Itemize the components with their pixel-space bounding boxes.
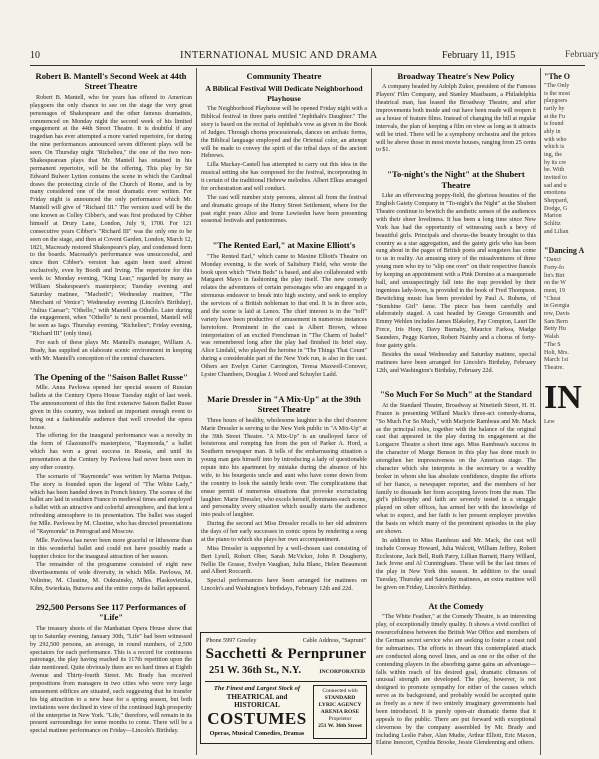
ad-address: 251 W. 36th St., N.Y. [209,665,302,676]
article-paragraph: Robert B. Mantell, who for years has offered to American playgoers the only chance to see on the stage the very great personages of Shakespeare and the other famous dramatists, commenced on Monday night the second week of his limited engagement at the 44th Street Theatre. It is doubtful if any tragedian has ever attempted a more varied repertoire, for during the nine performances announced seven different plays will be seen. On Thursday night "Richelieu," the one of the two non-Shakespearean plays that Mr. Mantell has retained in his permanent repertoire, will be the offering. This play by Sir Edward Bulwer Lytton contains the scene in which the Cardinal draws the protecting circle of the Church of Rome, and is by many considered one of the most dramatic ever written. For Friday night is announced the only performance which Mr. Mantell will give of "Richard III." The version used will be the one known as Colley Cibber's, and was first produced by Cibber himself at Drury Lane, London, July 9, 1700. For 121 consecutive years Cibber's "Richard III" was the only one to be seen on the stage, and then at Covent Garden, London, March 12, 1821, Macready restored Shakespeare's play, and condensed form to the boards. Macready's performance was unsuccessful, and since then Cibber's version has again been used almost exclusively, even by Booth and Irving. The repertoire for this week is: Monday evening, "King Lear," regarded by many as William Shakespeare's masterpiece; Tuesday evening and Saturday matinee, "Macbeth"; Wednesday matinee, "The Merchant of Venice"; Wednesday evening (Lincoln's Birthday), "Julius Caesar"; "Othello," with Mantell as Othello. Later during the engagement, when "Othello" is next presented, Mantell will be seen as Iago. Thursday evening, "Richelieu"; Friday evening, "Richard III" (only time). [30,94,192,338]
masthead-rule [30,65,585,66]
edge-text-line: by its cre [544,159,566,166]
edge-text-line: which is [544,144,565,151]
edge-text-line: invited to [544,175,567,182]
publication-title: INTERNATIONAL MUSIC AND DRAMA [180,50,378,61]
article-headline: "To-night's the Night" at the Shubert Theatre [387,169,525,190]
article-paragraph: The remainder of the programme consisted of eight new divertissements of wide diversity, in which Mlle. Pavlowa, M. Volinine, M. Clustine, M. Oukrainsky, Mlles. Plaskovietzka, Kihn, Swierkaia, Butsova and the entire corps de ballet appeared. [30,562,192,593]
edge-text-line: at the Fu [544,113,565,120]
ad-agency-box [313,685,367,739]
article-paragraph: Three hours of healthy, wholesome laughter is the chef d'oeuvre Marie Dressler is serving to the New York public in "A Mix-Up" at the 39th Street Theatre. "A Mix-Up" is an unalloyed farce of boisterous and romping fun from the pen of Parker A. Hord, a Southern newspaper man. It tells of the embarrassing situation a young man gets himself into by introducing a lady of questionable repute into his apartment by mistake during the absence of his wife, to his bourgeois uncle and aunt who have come down from the country to look the saintly bride over. The complications that ensue permit of numerous situations that provoke excruciating laughter. Marie Dressler, who excels herself, dominates each scene, and personality every situation which usually starts the audience into peals of laughter. [201,417,367,519]
column-divider [196,68,197,755]
article-headline: Marie Dressler in "A Mix-Up" at the 39th Street Theatre [207,393,361,415]
article-life [30,602,192,736]
edge-text-line: Sam Bern [544,318,568,325]
edge-text-block [544,83,585,236]
edge-text-line: "The Only [544,83,570,89]
ad-costumes-word: COSTUMES [207,709,307,728]
edge-text-line: Sheppard, [544,198,569,205]
ad-line: The Finest and Largest Stock of [213,685,301,692]
article-headline: "The Rented Earl," at Maxine Elliott's [212,240,356,251]
edge-text-line: and Lilian [544,228,569,235]
edge-text-line: Marion [544,213,562,220]
article-subheadline: A Biblical Festival Will Dedicate Neighborhood Playhouse [205,84,363,103]
article-paragraph: Mlle. Anna Pavlowa opened her special season of Russian ballets at the Century Opera House Tuesday night of last week. The announcement of this the first extensive Saison Ballet Russe given in this country, was indeed an important enough event to bring out a fashionable audience that well crowded the opera house. [30,385,192,431]
ad-company-name: Sacchetti & Pernpruner [205,646,367,662]
ad-incorporated: INCORPORATED [319,669,365,675]
edge-text-line: Betty Hu [544,326,566,333]
ad-box-line: Proprietor [328,715,352,722]
edge-text-line: "The S [544,341,561,348]
article-paragraph: In addition to Miss Rambeau and Mr. Mack, the cast will include Conway Howard, Julia Walcott, William Jeffrey, Robert Ecclestone, Jack Bell, Ruth Parry, Lillian Barnett, Harry Willard, Jack Jevne and Al Cunningham. These will be the last times of the play in New York this season. In addition to the usual Tuesday, Thursday and Saturday matinees, an extra matinee will be given on Friday, Lincoln's Birthday. [376,537,536,592]
article-ballet-russe [30,372,192,594]
ad-box-line: ARENIA ROSE [320,708,360,715]
column-4-facing-edge [544,70,585,757]
edge-text-line: lin's Birt [544,272,565,279]
article-paragraph: Besides the usual Wednesday and Saturday matinee, special matinees have been arranged for Lincoln's Birthday, February 12th, and Washington's Birthday, February 22d. [376,351,536,374]
ad-phone: Phone 5997 Greeley [206,637,257,644]
column-2 [201,70,367,629]
article-headline: Robert B. Mantell's Second Week at 44th Street Theatre [35,71,187,92]
article-paragraph: Lilla Mackay-Cantell has attempted to carry out this idea in the musical setting she has composed for the festival, incorporating in it certain of the traditional Hebrew melodies. Albert Elkus arranged for orchestration and will conduct. [201,162,367,192]
edge-text-line: Theatre. [544,364,564,371]
ad-line: THEATRICAL and HISTORICAL [226,693,288,709]
article-headline: "So Much For So Much" at the Standard [380,389,532,400]
ad-stock-text [205,685,309,737]
edge-headline: "The O [544,72,570,81]
article-paragraph: Like an effervescing poppy-field, the glorious beauties of the English Gaiety Company in "To-night's the Night" at the Shubert Theatre continue to bewitch the aesthetic senses of the audiences with their sheer loveliness. It has been a long time since New York has had the opportunity of witnessing such a bevy of beautiful girls. Principals and chorus-the beauty brought to this country as a star aggregation, and the gaiety girls who has been sung about in the pages of British poets and songsters has come to us in reality. An amusing story of the misadventures of three young men who try to "slip one over" on their respective fiancés by keeping an appointment with a Pink Domino at a masquerade ball, and unsuspectingly fall into the trap provided by their ingenious lady-loves, is provided in the book of Fred Thompson. Bewitching music has been provided by Paul A. Rubens, of "Sunshine Girl" fame. The piece has been carefully and elaborately staged. A cast headed by George Grossmith and Emmy Wehlen includes James Blakeley, Fay Compton, Lauri De Frece, Iris Hoey, Davy Burnaby, Maurice Farkoa, Madge Saunders, Peggy Kurton, Robert Nainby and a chorus of forty-four gaiety girls. [376,193,536,349]
article-headline: 292,500 Persons See 117 Performances of "Life" [35,601,187,623]
edge-text-line: Schlitz [544,221,561,228]
edge-text-line: ment, 19 [544,288,565,295]
edge-text-line: is found [544,121,564,128]
column-3 [376,70,536,757]
issue-date: February 11, 1915 [442,50,516,61]
page-number: 10 [30,50,40,61]
edge-text-line: playgoers [544,98,568,105]
edge-text-line: sad and u [544,182,567,189]
article-paragraph: The Neighborhood Playhouse will be opened Friday night with a Biblical festival in three parts entitled "Jephthah's Daughter." The story is based on the recital of Jephthah's vow as given in the Book of Judges. Through chorus processionals, dances on archaic forms, the Biblical language employed and the Oriental color, an attempt will be made to convey the spirit of the tribal days of the ancient Hebrews. [201,106,367,160]
edge-text-line: March 1st [544,357,569,364]
edge-text-line: in Georgia [544,303,570,310]
column-divider [540,68,541,755]
edge-text-line: be. With [544,167,565,174]
edge-text-line: rarily by [544,106,565,113]
article-paragraph: Mlle. Pavlowa has never been more graceful or lithesome than in this wonderful ballet and could not have possibly made a happier choice for the inaugural attraction of her season. [30,537,192,560]
article-mix-up [201,394,367,594]
edge-text-line: ably in [544,129,561,136]
article-paragraph: A company headed by Adolph Zukor, president of the Famous Players' Film Company, and Stanley Mastbaum, a Philadelphia theatrical man, has leased the Broadway Theatre, and after improvements both inside and out have been made will reopen it as a house of feature films. Instead of changing the bill at regular intervals, the plan of keeping a film on view as long as it attracts will be tried. There will be a symphony orchestra and the prices will be above those in most movie houses, ranging from 25 cents to $1. [376,84,536,154]
article-paragraph: The offering for the inaugural performance was a novelty in the form of Glazounoff's masterpiece, "Raymonda," a ballet which has won a great success in Russia, and until its presentation at the Century by Pavlowa had never been seen in any other country. [30,433,192,471]
column-1 [30,70,192,757]
article-paragraph: The treasury sheets of the Manhattan Opera House show that up to Saturday evening, January 30th, "Life" had been witnessed by 292,500 persons, an average, in round numbers, of 2,500 spectators for each performance. This is a record for continuous patronage, the play having reached its 117th repetition upon the date mentioned. Quite obviously there are no hard times at Eighth Avenue and Thirty-fourth Street. Mr. Brady has received propositions from managers in two cities who were very large amusement edifices are situated, each suggesting that he transfer his big attraction to a new base for a spring season, but both invitations were declined in view of the continued high prosperity of the enterprise in New York. "Life," therefore, will remain in its present surroundings for some months to come. There will be a special matinee performance on Friday—Lincoln's Birthday. [30,625,192,735]
article-paragraph: During the second act Miss Dressler recalls to her old admirers the days of her early successes in comic opera by rendering a song at the piano to which she plays her own accompaniment. [201,521,367,543]
article-headline: Broadway Theatre's New Policy [397,71,515,81]
facing-page-date: February [565,50,599,60]
ad-line: Operas, Musical Comedies, Dramas [209,730,305,737]
article-so-much [376,389,536,592]
article-headline: The Opening of the "Saison Ballet Russe" [34,371,188,382]
edge-headline: "Dancing A [544,246,585,256]
article-mantell [30,71,192,364]
edge-text-line: Walsh [544,334,559,341]
article-community-theatre [201,71,367,226]
article-paragraph: "The Rented Earl," which came to Maxine Elliott's Theatre on Monday evening, is the work of Salisbury Field, who wrote the book upon which "Twin Beds" is based, and also collaborated with Margaret Mayo in fashioning the play itself. The new comedy relates the adventures of certain personages who are engaged in a strenuous endeavor to break into high society, and seek to employ the services of a British nobleman to that end. It is in three acts, and the scene is laid at Lenox. The chief interest is in the "toff" variety have been productive of amusement in numerous instances heretofore. Prominent in the cast is Albert Brown, whose interpretation of an excited Frenchman in "The Charm of Isabel" was remembered long after the play had finished its brief stay. Alice Lindahl, who played the heroine in "The Things That Count" during a considerable part of the New York run, is also in the cast. Others are Evelyn Carter Carrington, Teresa Maxwell-Conover, Lyster Chambers, Douglas J. Wood and Schuyler Ladd. [201,253,367,378]
edge-text-block [544,419,585,427]
edge-text-line: Holt, Mrs. [544,349,569,356]
costume-advertisement [200,632,372,744]
article-paragraph: Miss Dressler is supported by a well-chosen cast consisting of Bert Lytell, Robert Ober, Sarah McVicker, John P. Dougherty, Nellie De Grasse, Evelyn Vaughan, Julia Blanc, Helen Beaumont and Albert Roccardi. [201,545,367,576]
ad-box-line: 251 W. 36th Street [318,722,362,729]
edge-text-line: emotions [544,190,566,197]
ad-box-line: Connected with [322,688,358,694]
ad-divider [205,681,367,682]
edge-text-block [544,257,585,372]
article-paragraph: "The White Feather," at the Comedy Theatre, is an interesting play, of exceptionally timely quality. It shows a vivid conflict of resourcefulness between the British War Office and members of the German secret service who are seeking to foster a coast raid for submarines. The efforts to thwart this contemplated attack are conducted along novel lines, and as one or the other of the contending players in the absorbing game gains an advantage—falls within reach of his desired goal, dramatic climaxes of unusual strength are developed. The play, however, is not designed to promote sympathy for either of the causes which serve as its background, and probably would be accepted quite as freely as a new if two entirely imaginary governments had been introduced. It is purely open-air dramatic theme that it appeals to the public. There are put forward with exceptional cleverness by the company assembled by Mr. Brady and including Leslie Faber, Alan Mudie, Arthur Elliott, Eric Maxon, Elaine Inescort, Cynthia Brooke, Jessie Glendenning and others. [376,614,536,747]
article-at-the-comedy [376,601,536,748]
masthead [30,50,599,64]
article-rented-earl [201,240,367,379]
edge-display-letters: IN [544,378,582,416]
article-paragraph: The scenario of "Raymonda" was written by Marius Petipas. The story is founded upon the legend of "The White Lady," which has been handed down in French history. The scenes of the ballet are laid in southern France in medieval times and employed a ballet with an attractive and colorful atmosphere, and that lent a refreshing atmosphere to its presentation. The ballet was staged for Mlle. Pavlowa by M. Clustine, who has directed presentations of "Raymonda" in Petrograd and Moscow. [30,473,192,535]
ad-cable-address: Cable Address, "Saprunt" [302,637,366,644]
edge-text-line: rew, Davis [544,311,570,318]
article-headline: Community Theatre [246,71,322,81]
article-paragraph: Special performances have been arranged for matinees on Lincoln's and Washington's birthdays, February 12th and 22d. [201,578,367,593]
edge-text-line: with who [544,136,567,143]
edge-text-line: Lew [544,418,555,425]
ad-box-line: STANDARD [324,694,356,701]
edge-text-line: on the W [544,280,566,287]
article-paragraph: The cast will number sixty persons, almost all from the festival and dramatic groups of the Henry Street Settlement, where for the past eight years Alice and Irene Lewisohn have been presenting seasonal festivals and pantomimes. [201,194,367,225]
edge-text-line: "Danci [544,257,561,264]
edge-text-line: "Cheat [544,295,561,302]
edge-text-line: Dodge, G [544,205,568,212]
edge-text-line: is the most [544,90,571,97]
edge-text-line: ing, the [544,152,562,159]
article-headline: At the Comedy [428,600,484,611]
edge-text-line: Forty-fo [544,265,564,272]
article-tonights-the-night [376,169,536,375]
ad-box-line: LYRIC AGENCY [318,701,362,708]
article-paragraph: At the Standard Theatre, Broadway at Ninetieth Street, H. H. Frazee is presenting Willard Mack's three-act comedy-drama, "So Much For So Much," with Marjorie Rambeau and Mr. Mack as the principal roles, together with the balance of the original cast that appeared in the play during its engagement at the Longacre Theatre a short time ago. Miss Rambeau's success in the character of Marge Benson in this play has done much to strengthen her impressiveness on the American stage. The character which she interprets is the secretary to a wealthy broker in whom she has absolute confidence, despite the efforts of her fiance, a newspaper reporter, and the members of her family to dissuade her from accepting favors from the man. The girl's philosophy and faith are severely tested in a struggle played on other offices, has armed her with the knowledge of what to expect, and her faith is her present employer provides the basis on which many of the prominent episodes in the play are shown. [376,402,536,535]
article-paragraph: For each of these plays Mr. Mantell's manager, William A. Brady, has supplied an elaborate scenic environment in keeping with Mr. Mantell's conception of the central characters. [30,340,192,362]
article-broadway-policy [376,71,536,155]
